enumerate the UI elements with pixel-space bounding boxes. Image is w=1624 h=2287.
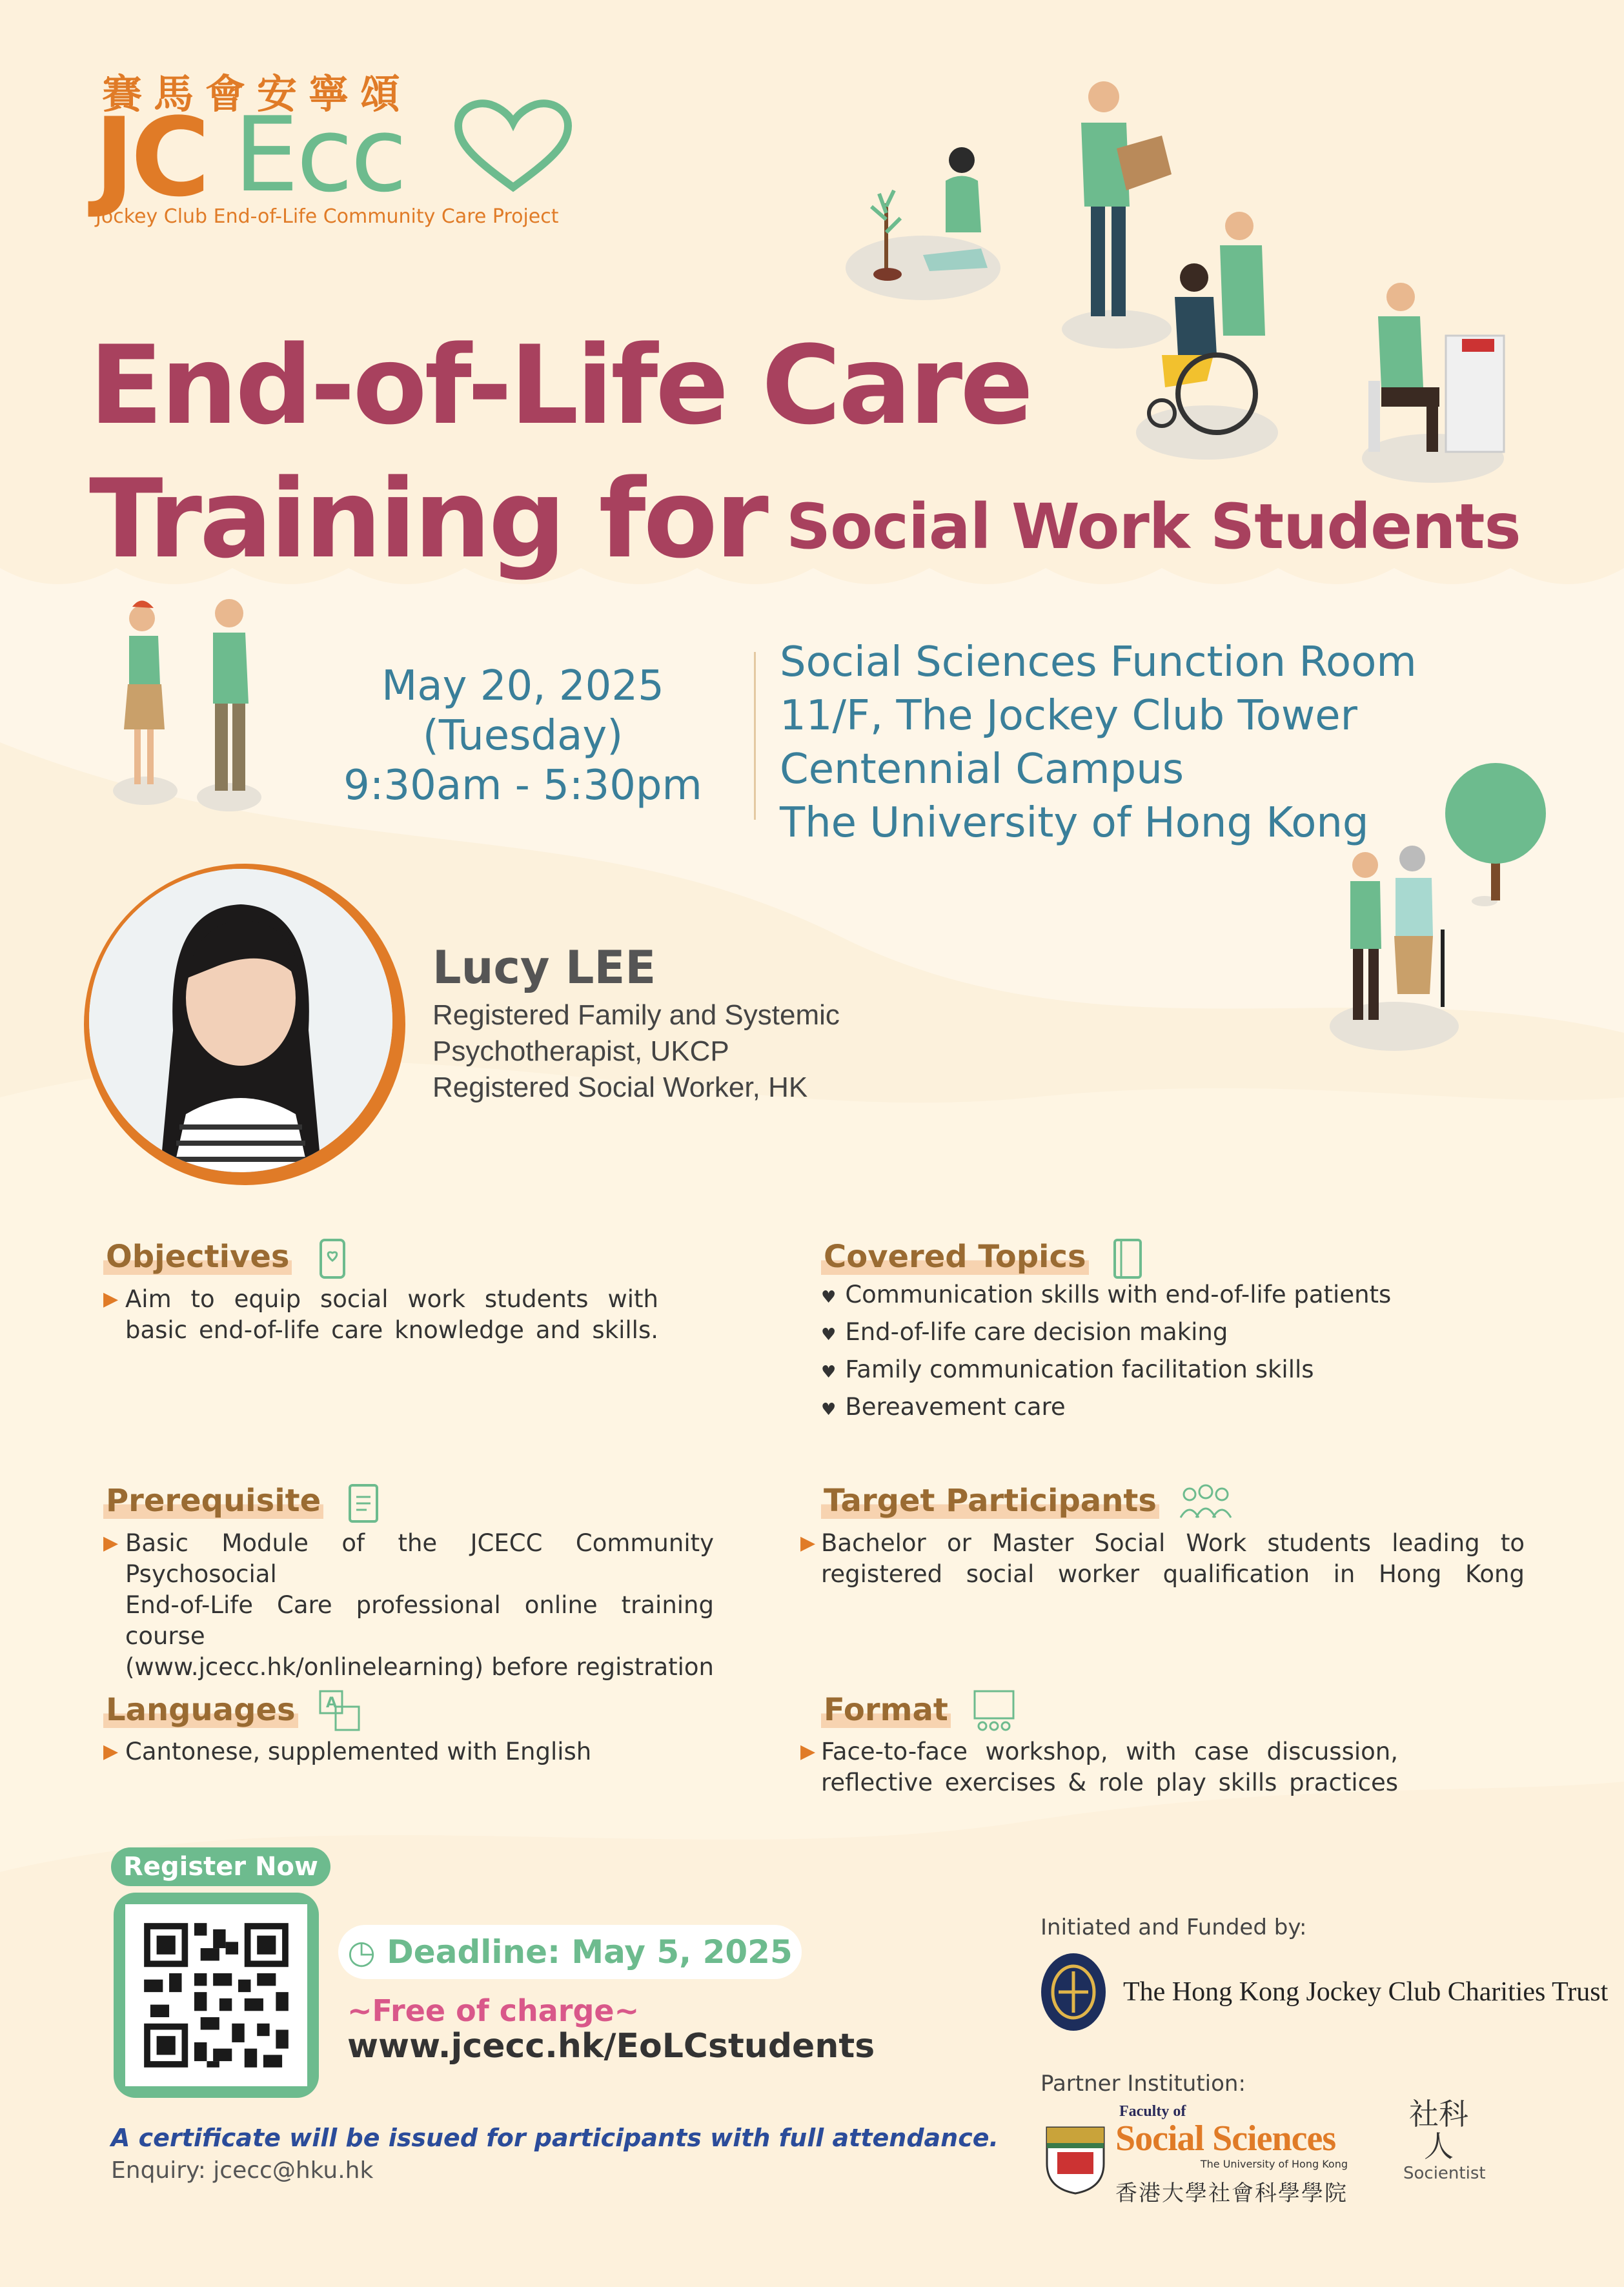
presentation-icon <box>968 1686 1020 1738</box>
phone-heart-icon <box>309 1236 354 1281</box>
languages-heading: Languages A <box>103 1686 684 1738</box>
format-line: Face-to-face workshop, with case discussion, <box>821 1738 1398 1765</box>
speaker-photo <box>84 864 405 1185</box>
topics-heading: Covered Topics <box>821 1236 1467 1281</box>
deadline-badge: ◷ Deadline: May 5, 2025 <box>338 1925 802 1979</box>
event-weekday: (Tuesday) <box>422 712 624 760</box>
speaker-portrait-image <box>89 869 392 1172</box>
free-of-charge-text: ~Free of charge~ <box>347 1993 640 2028</box>
prerequisite-heading: Prerequisite <box>103 1480 714 1525</box>
man-at-desk-illustration <box>1355 278 1510 484</box>
certificate-note: A certificate will be issued for participants with full attendance. <box>111 2124 999 2152</box>
faculty-of-text: Faculty of <box>1119 2103 1186 2120</box>
logo-subtitle: Jockey Club End-of-Life Community Care Project <box>96 205 559 228</box>
hku-name-text: The University of Hong Kong <box>1200 2158 1348 2170</box>
funder-name: The Hong Kong Jockey Club Charities Trust <box>1123 1977 1609 2007</box>
prerequisite-line: (www.jcecc.hk/onlinelearning) before registration <box>125 1653 714 1681</box>
venue-line: 11/F, The Jockey Club Tower <box>780 692 1357 740</box>
venue-line: Social Sciences Function Room <box>780 638 1417 686</box>
prerequisite-section: Prerequisite ▶ Basic Module of the JCECC Community Psychosocial End-of-Life Care professional online training course (www.jcecc.hk/onlinelearning) before registration <box>103 1480 714 1683</box>
speaker-title-line: Psychotherapist, UKCP <box>432 1035 729 1067</box>
funded-by-label: Initiated and Funded by: <box>1040 1915 1307 1940</box>
speaker-title-line: Registered Social Worker, HK <box>432 1072 808 1103</box>
enquiry-email[interactable]: Enquiry: jcecc@hku.hk <box>111 2157 374 2184</box>
topic-item: ♥ Family communication facilitation skills <box>821 1356 1314 1383</box>
event-datetime <box>336 662 710 811</box>
format-line: reflective exercises & role play skills practices <box>821 1769 1398 1796</box>
socientist-logo <box>1403 2097 1486 2183</box>
objectives-heading: Objectives <box>103 1236 658 1281</box>
logo-chinese-name: 賽馬會安寧頌 <box>102 70 412 117</box>
heart-logo-icon <box>452 97 574 194</box>
socientist-text: Socientist <box>1403 2164 1486 2183</box>
jockey-club-crest-logo <box>1039 1952 1108 2032</box>
topic-item: ♥ End-of-life care decision making <box>821 1318 1228 1346</box>
logo-jc: JC <box>94 94 207 221</box>
target-line: registered social worker qualification in Hong Kong <box>821 1560 1525 1588</box>
title-line-1: End-of-Life Care <box>89 322 1031 449</box>
faculty-logo <box>1115 2103 1348 2207</box>
format-section: Format ▶ Face-to-face workshop, with case discussion, reflective exercises & role play skills practices <box>800 1686 1398 1798</box>
topic-item: ♥ Communication skills with end-of-life patients <box>821 1281 1392 1308</box>
topic-item: ♥ Bereavement care <box>821 1393 1066 1421</box>
register-now-label: Register Now <box>111 1847 330 1886</box>
target-section: Target Participants ▶ Bachelor or Master Social Work students leading to registered social worker qualification in Hong Kong <box>800 1480 1525 1590</box>
divider-line <box>754 652 756 820</box>
languages-section: Languages A ▶ Cantonese, supplemented with English <box>103 1686 684 1767</box>
elderly-walking-illustration <box>1317 762 1588 1059</box>
logo-ecc: Ecc <box>234 94 405 215</box>
event-time: 9:30am - 5:30pm <box>343 762 702 809</box>
registration-url-link[interactable]: www.jcecc.hk/EoLCstudents <box>347 2027 875 2066</box>
group-people-icon <box>1177 1480 1235 1525</box>
puzzle-language-icon <box>315 1686 367 1738</box>
venue-line: Centennial Campus <box>780 746 1184 793</box>
target-line: Bachelor or Master Social Work students leading to <box>821 1529 1525 1557</box>
wheelchair-illustration <box>1136 207 1291 465</box>
two-people-illustration <box>110 594 271 813</box>
partner-label: Partner Institution: <box>1040 2071 1246 2097</box>
objectives-line: Aim to equip social work students with <box>125 1285 658 1313</box>
event-date: May 20, 2025 <box>381 662 664 710</box>
prerequisite-line: End-of-Life Care professional online training course <box>125 1591 714 1650</box>
objectives-section: Objectives ▶ Aim to equip social work students with basic end-of-life care knowledge and skills. <box>103 1236 658 1346</box>
socientist-chinese: 社科人 <box>1409 2097 1468 2164</box>
clock-icon: ◷ <box>347 1933 387 1971</box>
prerequisite-line: Basic Module of the JCECC Community Psychosocial <box>125 1529 714 1588</box>
clipboard-icon <box>341 1480 386 1525</box>
qr-code-icon <box>125 1904 307 2086</box>
faculty-chinese-name: 香港大學社會科學學院 <box>1115 2180 1348 2206</box>
speaker-title-line: Registered Family and Systemic <box>432 999 840 1031</box>
title-line-2: Training for <box>89 456 766 582</box>
registration-qr-code[interactable] <box>114 1893 319 2098</box>
speaker-titles <box>432 997 840 1106</box>
title-line-3: Social Work Students <box>786 491 1521 563</box>
social-sciences-text: Social Sciences <box>1115 2119 1336 2159</box>
objectives-line: basic end-of-life care knowledge and skills. <box>125 1316 658 1344</box>
svg-text:A: A <box>326 1695 338 1711</box>
gardening-woman-illustration <box>839 142 1007 316</box>
target-heading: Target Participants <box>800 1480 1525 1525</box>
languages-line: Cantonese, supplemented with English <box>125 1738 592 1765</box>
topics-section <box>821 1236 1467 1427</box>
speaker-name: Lucy LEE <box>432 941 656 994</box>
book-icon <box>1106 1236 1151 1281</box>
venue-line: The University of Hong Kong <box>780 799 1369 847</box>
hku-crest-logo <box>1043 2124 1108 2196</box>
format-heading: Format <box>800 1686 1398 1738</box>
